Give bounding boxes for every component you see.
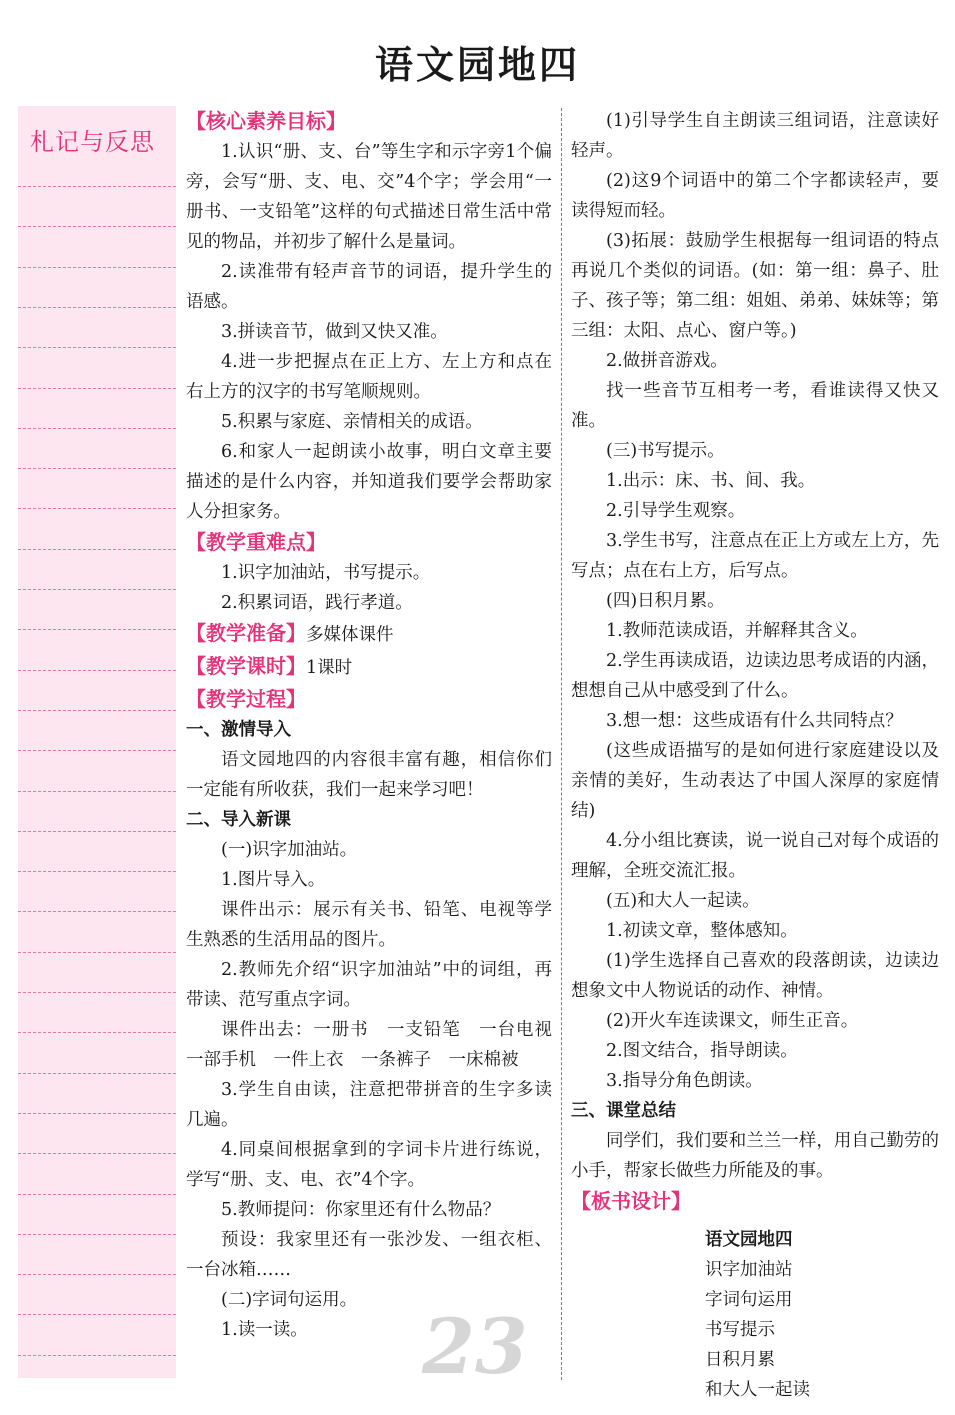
heading-prep (186, 618, 552, 651)
note-line (18, 1113, 176, 1114)
note-line (18, 710, 176, 711)
note-line (18, 468, 176, 469)
s2-item-8: 5.教师提问：你家里还有什么物品？ (221, 1200, 501, 1220)
note-line (18, 1073, 176, 1074)
note-line (18, 347, 176, 348)
middle-column (186, 106, 570, 1345)
heading-time-label: 【教学课时】 (186, 654, 306, 678)
r-item-6: (三)书写提示。 (606, 441, 725, 461)
board-line: 书写提示 (705, 1320, 775, 1340)
heading-prep-label: 【教学准备】 (186, 621, 306, 645)
right-column (571, 106, 939, 1405)
r-item-19: (2)开火车连读课文，师生正音。 (606, 1011, 859, 1031)
time-text: 1课时 (306, 658, 353, 678)
keypoint-1: 1.识字加油站，书写提示。 (221, 563, 431, 583)
r-item-12: 2.学生再读成语，边读边思考成语的内涵，想想自己从中感受到了什么。 (571, 651, 939, 701)
note-line (18, 226, 176, 227)
board-line: 识字加油站 (705, 1260, 793, 1280)
prep-text: 多媒体课件 (306, 625, 394, 645)
r-item-7: 1.出示：床、书、间、我。 (606, 471, 816, 491)
s2-item-3: 课件出示：展示有关书、铅笔、电视等学生熟悉的生活用品的图片。 (186, 900, 552, 950)
column-divider (561, 108, 562, 1380)
note-line (18, 307, 176, 308)
goal-1: 1.认识“册、支、台”等生字和示字旁1个偏旁，会写“册、支、电、交”4个字；学会用“一册书、一支铅笔”这样的句式描述日常生活中常见的物品，并初步了解什么是量词。 (186, 142, 552, 252)
r-item-9: 3.学生书写，注意点在正上方或左上方，先写点；点在右上方，后写点。 (571, 531, 939, 581)
note-line (18, 186, 176, 187)
section-3-title: 三、课堂总结 (571, 1101, 676, 1121)
section-1-title: 一、激情导入 (186, 720, 291, 740)
r-item-2: (2)这9个词语中的第二个字都读轻声，要读得短而轻。 (571, 171, 939, 221)
r-item-15: 4.分小组比赛读，说一说自己对每个成语的理解，全班交流汇报。 (571, 831, 939, 881)
r-item-5: 找一些音节互相考一考，看谁读得又快又准。 (571, 381, 939, 431)
note-line (18, 428, 176, 429)
r-item-21: 3.指导分角色朗读。 (606, 1071, 763, 1091)
note-line (18, 1194, 176, 1195)
r-item-16: (五)和大人一起读。 (606, 891, 760, 911)
section-3-text: 同学们，我们要和兰兰一样，用自己勤劳的小手，帮家长做些力所能及的事。 (571, 1131, 939, 1181)
note-line (18, 1234, 176, 1235)
s2-item-11: 1.读一读。 (221, 1320, 308, 1340)
note-line (18, 952, 176, 953)
r-item-13: 3.想一想：这些成语有什么共同特点？ (606, 711, 903, 731)
s2-item-9: 预设：我家里还有一张沙发、一组衣柜、一台冰箱…… (186, 1230, 552, 1280)
goal-5: 5.积累与家庭、亲情相关的成语。 (221, 412, 483, 432)
keypoint-2: 2.积累词语，践行孝道。 (221, 593, 413, 613)
note-line (18, 1314, 176, 1315)
goal-2: 2.读准带有轻声音节的词语，提升学生的语感。 (186, 262, 552, 312)
heading-board: 【板书设计】 (571, 1189, 691, 1213)
sidebar-title: 札记与反思 (30, 128, 155, 156)
note-line (18, 1032, 176, 1033)
goal-6: 6.和家人一起朗读小故事，明白文章主要描述的是什么内容，并知道我们要学会帮助家人分担家务。 (186, 442, 552, 522)
s2-item-2: 1.图片导入。 (221, 870, 326, 890)
note-line (18, 750, 176, 751)
s2-item-6: 3.学生自由读，注意把带拼音的生字多读几遍。 (186, 1080, 552, 1130)
s2-item-10: (二)字词句运用。 (221, 1290, 358, 1310)
note-line (18, 791, 176, 792)
board-line: 和大人一起读 (705, 1380, 810, 1400)
r-item-14: (这些成语描写的是如何进行家庭建设以及亲情的美好，生动表达了中国人深厚的家庭情结) (571, 741, 939, 821)
page-number: 23 (422, 1302, 528, 1391)
note-line (18, 670, 176, 671)
board-design (705, 1225, 939, 1405)
note-line (18, 1153, 176, 1154)
r-item-11: 1.教师范读成语，并解释其含义。 (606, 621, 868, 641)
board-line: 字词句运用 (705, 1290, 793, 1310)
s2-item-5: 课件出去：一册书 一支铅笔 一台电视 一部手机 一件上衣 一条裤子 一床棉被 (186, 1020, 570, 1070)
heading-goals: 【核心素养目标】 (186, 109, 346, 133)
board-line-title: 语文园地四 (705, 1230, 793, 1250)
s2-item-7: 4.同桌间根据拿到的字词卡片进行练说，学写“册、支、电、衣”4个字。 (186, 1140, 552, 1190)
r-item-18: (1)学生选择自己喜欢的段落朗读，边读边想象文中人物说话的动作、神情。 (571, 951, 939, 1001)
section-2-title: 二、导入新课 (186, 810, 291, 830)
goal-4: 4.进一步把握点在正上方、左上方和点在右上方的汉字的书写笔顺规则。 (186, 352, 552, 402)
s2-item-4: 2.教师先介绍“识字加油站”中的词组，再带读、范写重点字词。 (186, 960, 552, 1010)
note-line (18, 911, 176, 912)
goal-3: 3.拼读音节，做到又快又准。 (221, 322, 448, 342)
heading-process: 【教学过程】 (186, 687, 306, 711)
heading-time (186, 651, 552, 684)
note-line (18, 1274, 176, 1275)
r-item-20: 2.图文结合，指导朗读。 (606, 1041, 798, 1061)
note-line (18, 549, 176, 550)
r-item-17: 1.初读文章，整体感知。 (606, 921, 798, 941)
note-line (18, 831, 176, 832)
r-item-1: (1)引导学生自主朗读三组词语，注意读好轻声。 (571, 111, 939, 161)
section-1-text: 语文园地四的内容很丰富有趣，相信你们一定能有所收获，我们一起来学习吧！ (186, 750, 552, 800)
heading-keypoints: 【教学重难点】 (186, 530, 326, 554)
r-item-10: (四)日积月累。 (606, 591, 725, 611)
note-line (18, 508, 176, 509)
note-line (18, 388, 176, 389)
note-line (18, 629, 176, 630)
r-item-8: 2.引导学生观察。 (606, 501, 746, 521)
board-line: 日积月累 (705, 1350, 775, 1370)
page-title: 语文园地四 (374, 42, 580, 87)
note-line (18, 992, 176, 993)
r-item-4: 2.做拼音游戏。 (606, 351, 728, 371)
note-line (18, 267, 176, 268)
notes-sidebar (18, 106, 176, 1378)
note-line (18, 1355, 176, 1356)
note-line (18, 871, 176, 872)
s2-item-1: (一)识字加油站。 (221, 840, 358, 860)
r-item-3: (3)拓展：鼓励学生根据每一组词语的特点再说几个类似的词语。(如：第一组：鼻子、肚子、孩子等；第二组：姐姐、弟弟、妹妹等；第三组：太阳、点心、窗户等。) (571, 231, 939, 341)
note-line (18, 589, 176, 590)
